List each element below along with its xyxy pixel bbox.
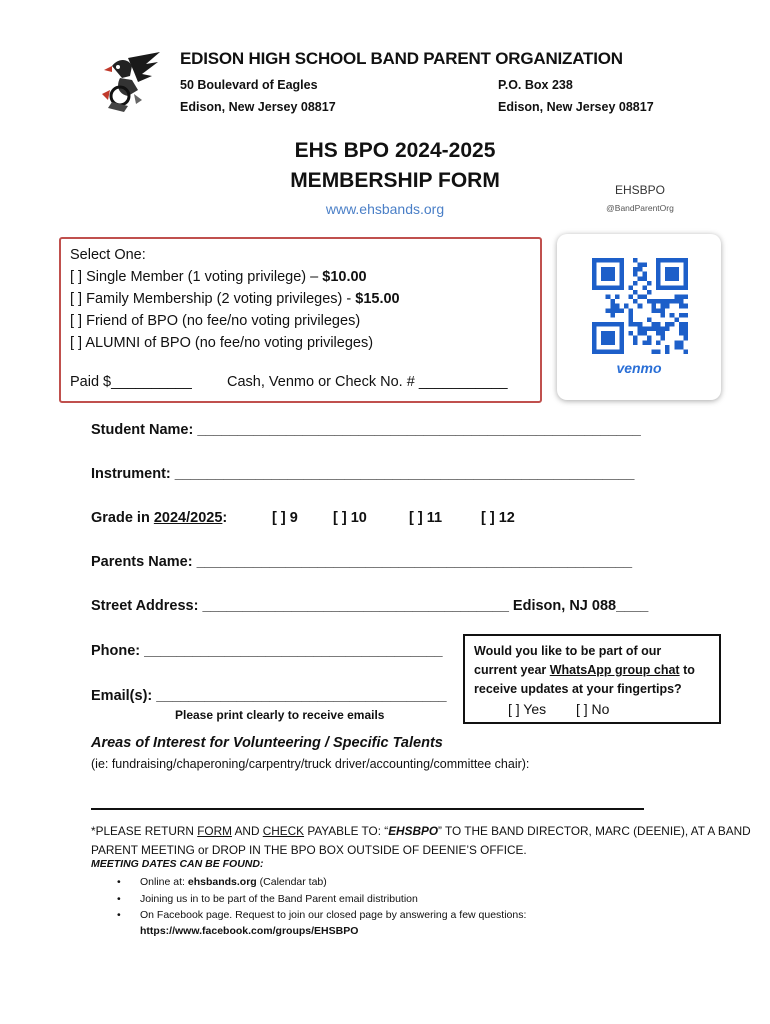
whatsapp-line-3: receive updates at your fingertips?	[474, 682, 682, 696]
option-price: $10.00	[322, 269, 367, 285]
grade-year: 2024/2025	[153, 510, 223, 526]
org-title: EDISON HIGH SCHOOL BAND PARENT ORGANIZATION	[180, 49, 623, 68]
paid-amount-field[interactable]: Paid $__________	[70, 374, 192, 390]
qr-code-icon	[592, 258, 688, 354]
whatsapp-yes-checkbox[interactable]: [ ] Yes	[508, 701, 547, 717]
street-address: 50 Boulevard of Eagles	[180, 78, 318, 92]
return-text-2: PAYABLE TO: “	[304, 824, 389, 838]
option-family-membership[interactable]	[70, 291, 400, 307]
volunteer-subtitle: (ie: fundraising/chaperoning/carpentry/truck driver/accounting/committee chair):	[91, 757, 530, 771]
venmo-logo: venmo	[616, 360, 662, 376]
return-form: FORM	[197, 824, 232, 838]
grade-label-suffix: :	[222, 510, 228, 526]
facebook-link[interactable]: https://www.facebook.com/groups/EHSBPO	[140, 925, 359, 937]
option-alumni[interactable]: [ ] ALUMNI of BPO (no fee/no voting privileges)	[70, 335, 374, 351]
option-label: [ ] Single Member (1 voting privilege) –	[70, 269, 323, 285]
email-field[interactable]: Email(s): ____________________________________	[91, 688, 447, 704]
grade-11-checkbox[interactable]: [ ] 11	[409, 510, 443, 526]
phone-field[interactable]: Phone: _____________________________________	[91, 643, 443, 659]
email-print-note: Please print clearly to receive emails	[175, 708, 385, 722]
whatsapp-line-1: Would you like to be part of our	[474, 644, 662, 658]
option-label: [ ] Family Membership (2 voting privileges) -	[70, 291, 356, 307]
whatsapp-line-2-prefix: current year	[474, 663, 550, 677]
form-title: MEMBERSHIP FORM	[290, 169, 500, 192]
student-name-field[interactable]: Student Name: _______________________________________________________	[91, 422, 641, 438]
return-check: CHECK	[262, 824, 305, 838]
return-payee: EHSBPO	[388, 824, 439, 838]
city-address-right: Edison, New Jersey 08817	[498, 100, 654, 114]
street-address-field[interactable]: Street Address: ______________________________________ Edison, NJ 088____	[91, 598, 649, 614]
bullet-online	[140, 876, 327, 888]
option-friend[interactable]: [ ] Friend of BPO (no fee/no voting privileges)	[70, 313, 361, 329]
volunteer-answer-line[interactable]	[91, 808, 644, 810]
whatsapp-group-link: WhatsApp group chat	[549, 663, 680, 677]
bullet-online-site[interactable]: ehsbands.org	[187, 876, 257, 888]
grade-label	[91, 510, 227, 526]
grade-9-checkbox[interactable]: [ ] 9	[272, 510, 298, 526]
city-address-left: Edison, New Jersey 08817	[180, 100, 336, 114]
bullet-online-suffix: (Calendar tab)	[256, 876, 327, 888]
instrument-field[interactable]: Instrument: _________________________________________________________	[91, 466, 635, 482]
return-and: AND	[231, 824, 263, 838]
whatsapp-question	[474, 642, 718, 699]
bullet-facebook: On Facebook page. Request to join our closed page by answering a few questions:	[140, 909, 527, 921]
volunteer-title: Areas of Interest for Volunteering / Specific Talents	[91, 735, 443, 751]
bullet-icon: •	[117, 909, 121, 921]
grade-label-prefix: Grade in	[91, 510, 154, 526]
venmo-account-name: EHSBPO	[614, 183, 665, 197]
bullet-icon: •	[117, 876, 121, 888]
bullet-online-prefix: Online at:	[140, 876, 188, 888]
whatsapp-line-2	[474, 661, 718, 680]
whatsapp-line-2-suffix: to	[679, 663, 695, 677]
payment-method-field[interactable]: Cash, Venmo or Check No. # ___________	[227, 374, 508, 390]
grade-12-checkbox[interactable]: [ ] 12	[481, 510, 515, 526]
return-text-3: ” TO THE BAND DIRECTOR, MARC (DEENIE), AT A BAND PARENT MEETING or DROP IN THE BPO BOX OUTSIDE OF DEENIE’S OFFICE.	[91, 824, 751, 857]
whatsapp-options	[508, 701, 609, 717]
option-single-member[interactable]	[70, 269, 367, 285]
form-title-year: EHS BPO 2024-2025	[294, 139, 496, 162]
bullet-icon: •	[117, 893, 121, 905]
po-box: P.O. Box 238	[498, 78, 573, 92]
venmo-handle: @BandParentOrg	[606, 203, 674, 213]
website-link[interactable]: www.ehsbands.org	[325, 201, 445, 217]
eagle-mascot-icon	[98, 50, 164, 114]
return-text-1: *PLEASE RETURN	[91, 824, 198, 838]
bullet-email: Joining us in to be part of the Band Parent email distribution	[140, 893, 418, 905]
option-price: $15.00	[355, 291, 400, 307]
select-heading: Select One:	[70, 247, 146, 263]
meeting-dates-heading: MEETING DATES CAN BE FOUND:	[91, 858, 264, 870]
whatsapp-no-checkbox[interactable]: [ ] No	[575, 701, 610, 717]
parents-name-field[interactable]: Parents Name: ______________________________________________________	[91, 554, 633, 570]
return-instructions	[91, 822, 751, 860]
grade-10-checkbox[interactable]: [ ] 10	[333, 510, 367, 526]
